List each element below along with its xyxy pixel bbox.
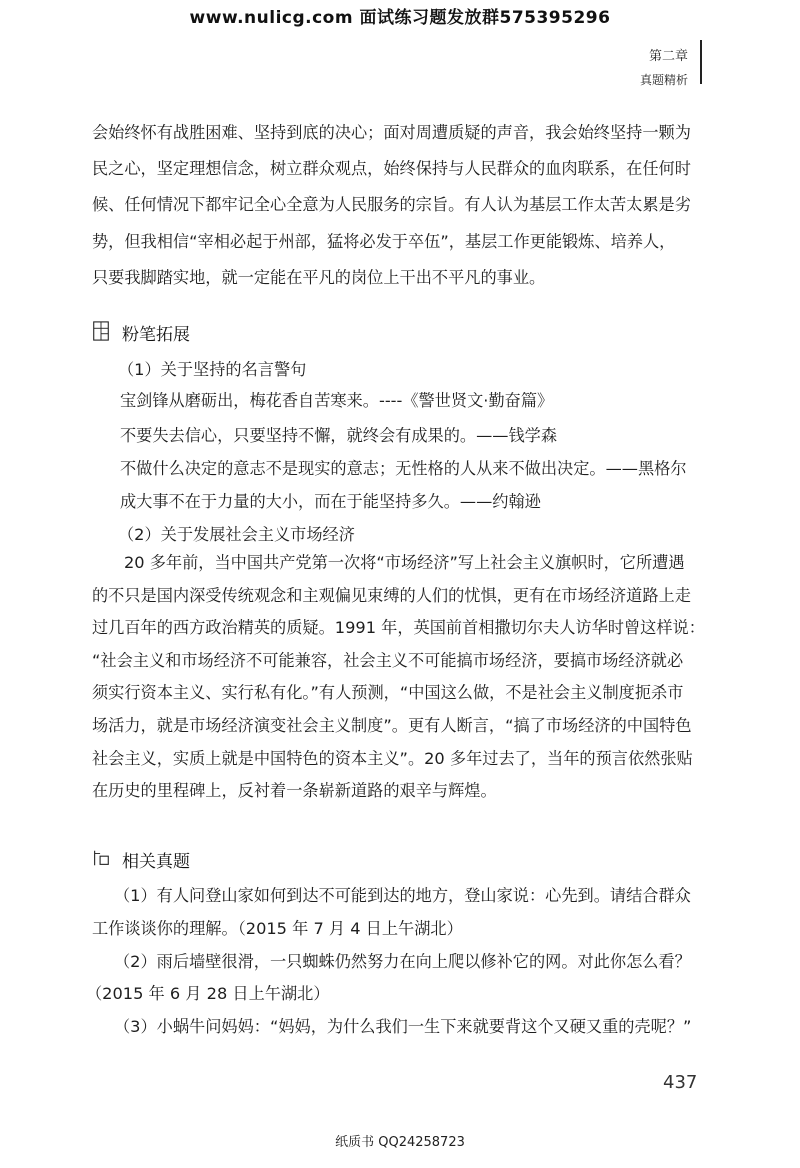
related-heading-label: 相关真题 — [122, 852, 190, 872]
intro-line: 候、任何情况下都牢记全心全意为人民服务的宗旨。有人认为基层工作太苦太累是劣 — [92, 195, 691, 215]
topic-category: （2）关于发展社会主义市场经济 — [118, 525, 355, 544]
question-line: （1）有人问登山家如何到达不可能到达的地方，登山家说：心先到。请结合群众 — [114, 886, 691, 905]
extension-heading — [92, 320, 190, 345]
question-line: （3）小蜗牛问妈妈：“妈妈，为什么我们一生下来就要背这个又硬又重的壳呢？” — [114, 1017, 692, 1036]
top-banner: www.nulicg.com 面试练习题发放群575395296 — [189, 8, 611, 28]
quote-line: 不做什么决定的意志不是现实的意志；无性格的人从来不做出决定。——黑格尔 — [120, 459, 687, 478]
paragraph-line: 须实行资本主义、实行私有化。”有人预测，“中国这么做，不是社会主义制度扼杀市 — [92, 683, 684, 703]
market-economy-paragraph — [92, 547, 712, 808]
quote-category: （1）关于坚持的名言警句 — [118, 360, 307, 379]
intro-line: 只要我脚踏实地，就一定能在平凡的岗位上干出不平凡的事业。 — [92, 267, 546, 287]
paragraph-line: 场活力，就是市场经济演变社会主义制度”。更有人断言，“搞了市场经济的中国特色 — [92, 715, 692, 735]
chapter-subtitle: 真题精析 — [639, 73, 688, 87]
question-line: 工作谈谈你的理解。（2015 年 7 月 4 日上午湖北） — [92, 919, 463, 938]
intro-paragraph — [92, 115, 712, 296]
extension-heading-label: 粉笔拓展 — [122, 325, 190, 345]
chapter-title: 第二章 — [648, 49, 688, 64]
paragraph-line: 20 多年前，当中国共产党第一次将“市场经济”写上社会主义旗帜时，它所遭遇 — [124, 553, 685, 572]
footer: 纸质书 QQ24258723 — [335, 1135, 465, 1150]
paragraph-line: 社会主义，实质上就是中国特色的资本主义”。20 多年过去了，当年的预言依然张贴 — [92, 748, 693, 768]
related-questions — [86, 882, 712, 1036]
page-number: 437 — [663, 1072, 698, 1093]
extension-items — [92, 356, 712, 544]
paragraph-line: 在历史的里程碑上，反衬着一条崭新道路的艰辛与辉煌。 — [92, 781, 497, 801]
paragraph-line: 过几百年的西方政治精英的质疑。1991 年，英国前首相撒切尔夫人访华时曾这样说： — [92, 618, 705, 638]
quote-line: 宝剑锋从磨砺出，梅花香自苦寒来。----《警世贤文·勤奋篇》 — [120, 391, 554, 410]
intro-line: 势，但我相信“宰相必起于州部，猛将必发于卒伍”，基层工作更能锻炼、培养人， — [92, 231, 676, 251]
quote-line: 成大事不在于力量的大小，而在于能坚持多久。——约翰逊 — [120, 492, 541, 511]
paragraph-line: “社会主义和市场经济不可能兼容，社会主义不可能搞市场经济，要搞市场经济就必 — [92, 650, 684, 670]
section-marker-icon — [92, 321, 110, 341]
paragraph-line: 的不只是国内深受传统观念和主观偏见束缚的人们的忧惧，更有在市场经济道路上走 — [92, 585, 691, 605]
question-line: （2015 年 6 月 28 日上午湖北） — [86, 984, 330, 1003]
intro-line: 会始终怀有战胜困难、坚持到底的决心；面对周遭质疑的声音，我会始终坚持一颗为 — [92, 123, 691, 142]
chapter-divider — [700, 40, 702, 84]
question-line: （2）雨后墙壁很滑，一只蜘蛛仍然努力在向上爬以修补它的网。对此你怎么看？ — [114, 952, 691, 971]
intro-line: 民之心，坚定理想信念，树立群众观点，始终保持与人民群众的血肉联系，在任何时 — [92, 159, 691, 179]
related-heading — [92, 847, 190, 872]
section-marker-icon — [92, 848, 110, 868]
quote-line: 不要失去信心，只要坚持不懈，就终会有成果的。——钱学森 — [120, 426, 558, 445]
